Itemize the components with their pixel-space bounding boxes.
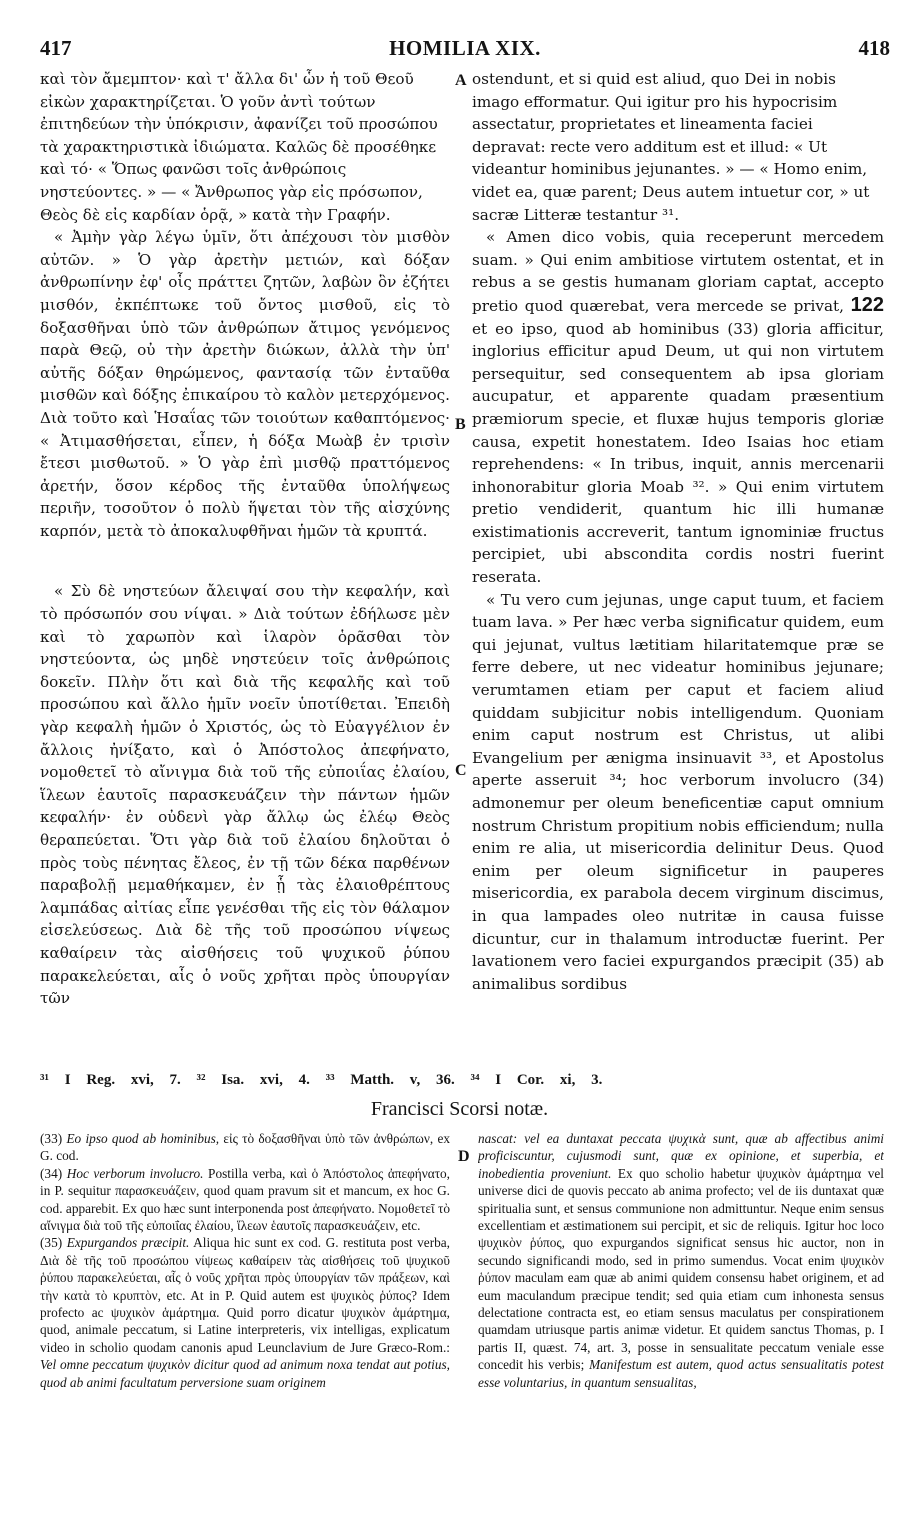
latin-paragraph-2a: « Amen dico vobis, quia receperunt mercedem suam. » Qui enim ambitiose virtutem ostentat, et in rebus a se gestis humanam gloriam captat, accepto pretio quod quærebat, vera mercede se privat, [472, 228, 884, 315]
latin-column [472, 68, 884, 995]
original-page-marker: 122 [850, 293, 884, 316]
note-quotation: nascat: vel ea duntaxat peccata ψυχικὰ sunt, quæ ab affectibus animi proficiscuntur, cujusmodi sunt, quæ ex opinione, et superbia, et inobedientia proveniunt. [478, 1131, 884, 1181]
page-number-right: 418 [858, 36, 890, 60]
latin-paragraph-1: ostendunt, et si quid est aliud, quo Dei in nobis imago efformatur. Qui igitur pro his hypocrisim assectatur, proprietates et lineamenta faciei depravat: recte vero additum est et illud: « Ut videantur hominibus jejunantes. » — « Homo enim, videt ea, quæ parent; Deus autem intuetur cor, » ut sacræ Litteræ testantur ³¹. [472, 70, 870, 224]
note-quotation: Vel omne peccatum ψυχικὸν dicitur quod ad animum noxa tendat aut potius, quod ab animi facultatum perversione suam originem [40, 1357, 450, 1390]
margin-marker-d: D [458, 1148, 470, 1165]
note-number: (33) [40, 1131, 63, 1146]
greek-paragraph-3: « Σὺ δὲ νηστεύων ἄλειψαί σου τὴν κεφαλήν, καὶ τὸ πρόσωπόν σου νίψαι. » Διὰ τούτων ἐδήλωσε μὲν καὶ τὸ χαρωπὸν καὶ ἱλαρὸν ὁρᾶσθαι τὸν νηστεύοντα, ὡς μηδὲ νηστεύειν τοῖς ἀνθρώποις δοκεῖν. Πλὴν ὅτι καὶ διὰ τῆς κεφαλῆς καὶ τοῦ προσώπου καὶ ἄλλο ἡμῖν νοεῖν ὑποτίθεται. Ἐπειδὴ γὰρ κεφαλὴ ἡμῶν ὁ Χριστός, ὡς τὸ Εὐαγγέλιον ἐν ἄλλοις ἠνίξατο, καὶ ὁ Ἀπόστολος ἀπεφήνατο, νομοθετεῖ τὸ αἴνιγμα διὰ τοῦ τῆς εὐποιΐας ἐλαίου, ἵλεων ἑαυτοῖς παρασκευάζειν τὴν πάντων ἡμῶν κεφαλήν· ἐν οὐδενὶ γὰρ ἄλλῳ ὡς ἐλέῳ Θεὸς θεραπεύεται. Ὅτι γὰρ διὰ τοῦ ἐλαίου δηλοῦται ὁ πρὸς τοὺς πένητας ἔλεος, ἐν τῇ τῶν δέκα παρθένων παραβολῇ μεμαθήκαμεν, ἐν ᾗ τὰς ἐλαιοθρέπτους λαμπάδας αἰτίας εἶπε γενέσθαι τῆς εἰς τὸν θάλαμον εἰσελεύσεως. Διὰ δὲ τῆς τοῦ προσώπου νίψεως καθαίρειν τὰς αἰσθήσεις τοῦ ψυχικοῦ ῥύπου παρακελεύεται, αἷς ὁ νοῦς χρῆται πρὸς ὑπουργίαν τῶν [40, 582, 450, 1008]
latin-paragraph-2b: et eo ipso, quod ab hominibus (33) gloria afficitur, inglorius efficitur apud Deum, ut qui non virtutem persequitur, sed consequentem ab ipsa gloriam aucupatur, et apparente quadam præsentium præmiorum specie, et fluxæ hujus temporis gloriæ causa, expetit honestatem. Ideo Isaias hoc etiam reprehendens: « In tribus, inquit, annis mercenarii inhonorabitur gloria Moab ³². » Qui enim virtutem pretio vendiderit, quantum hic illi humanæ existimationis accreverit, tantum ignominiæ fructus percipiet, ubi abscondita cordis nostri fuerint reserata. [472, 319, 884, 587]
note-33 [40, 1130, 450, 1165]
note-lemma: Eo ipso quod ab hominibus, [66, 1131, 220, 1146]
page-number-left: 417 [40, 36, 72, 60]
greek-paragraph-2: « Ἀμὴν γὰρ λέγω ὑμῖν, ὅτι ἀπέχουσι τὸν μισθὸν αὐτῶν. » Ὁ γὰρ ἀρετὴν μετιών, καὶ δόξαν ἀνθρωπίνην ἐφ' οἷς πράττει ζητῶν, λαβὼν ὃν ἐζήτει μισθόν, ἐκπέπτωκε τοῦ ὄντος μισθοῦ, εἰς τὸ δοξασθῆναι ὑπὸ τῶν ἀνθρώπων ἄτιμος γενόμενος παρὰ Θεῷ, οὐ τὴν ἀρετὴν διώκων, ἀλλὰ τὴν ὑπ' αὐτῆς δόξαν θηρώμενος, φαντασίᾳ τῶν ἐνταῦθα μισθῶν καὶ δόξης ἐπικαίρου τὸ καλὸν μετερχόμενος. Διὰ τοῦτο καὶ Ἡσαΐας τῶν τοιούτων καθαπτόμενος· « Ἀτιμασθήσεται, εἶπεν, ἡ δόξα Μωὰβ ἐν τρισὶν ἔτεσι μισθωτοῦ. » Ὁ γὰρ ἐπὶ μισθῷ πραττόμενος ἀρετήν, ὅσον κέρδος τῆς ἐνταῦθα ὑπολήψεως περιῆν, τοσοῦτον ὁ πολὺ ἥψεται τὸν τῆς αἰσχύνης καρπόν, μετὰ τὸ ἀποκαλυφθῆναι ἡμῶν τὰ κρυπτά. [40, 228, 450, 540]
notes-title: Francisci Scorsi notæ. [370, 1098, 549, 1120]
note-number: (34) [40, 1165, 63, 1181]
note-34 [40, 1165, 450, 1235]
margin-marker-c: C [455, 762, 467, 779]
note-text: Postilla verba, καὶ ὁ Ἀπόστολος ἀπεφήνατο, in P. sequitur παρασκευάζειν, quod quam pravum sit et mancum, ex hoc G. cod. apparebit. Ex quo hæc sunt interponenda post ἀπεφήνατο. Νομοθετεῖ τὸ αἴνιγμα διὰ τοῦ τῆς εὐποιΐας ἐλαίου, ἵλεων ἑαυτοῖς παρασκευάζειν, etc. [40, 1165, 450, 1234]
margin-marker-a: A [455, 72, 467, 89]
scripture-footnotes: ³¹ I Reg. xvi, 7. ³² Isa. xvi, 4. ³³ Matth. v, 36. ³⁴ I Cor. xi, 3. [40, 1072, 603, 1088]
notes-right-column [478, 1130, 884, 1391]
paragraph-gap [40, 542, 450, 580]
note-35-continued [478, 1130, 884, 1391]
note-text: Ex quo scholio habetur ψυχικὸν ἁμάρτημα vel universe dici de quovis peccato ab anima profecto; vel de iis duntaxat quæ spiritualia sunt, et sensus communione non admittuntur. Neque enim sensus excellentiam et æstimationem sui percipit, et sic de reliquis. Igitur hoc loco ψυχικὸν ῥύπος, quo expurgandos significat sensus hic auctor, non in secundo significandi modo, sed in primo sumendus. Vocat enim ψυχικὸν ῥύπον maculam eam quæ ab animi quidem consensu habet originem, et ad eum maculandum præcipue tendit; sed quia etiam cum inhonesta sensus delectatione contracta est, eo etiam sensus maculatus per conspirationem quamdam utriusque partis animæ videtur. Et quidem sanctus Thomas, p. I partis II, quæst. 74, art. 3, posse in sensualitate peccatum veniale esse concedit his verbis; [478, 1165, 884, 1373]
notes-left-column [40, 1130, 450, 1391]
note-lemma: Expurgandos præcipit. [66, 1235, 190, 1251]
margin-marker-b: B [455, 416, 466, 433]
page-header [40, 36, 890, 62]
latin-paragraph-2 [472, 226, 884, 589]
latin-paragraph-3: « Tu vero cum jejunas, unge caput tuum, et faciem tuam lava. » Per hæc verba significatur quidem, eum qui jejunat, vultus lætitiam hilaritatemque præ se ferre debere, ut nec videatur hominibus jejunare; verumtamen etiam per caput et faciem aliud quiddam subjicitur nobis intelligendum. Quoniam enim caput nostrum est Christus, ut alibi Evangelium per ænigma insinuavit ³³, et Apostolus aperte asseruit ³⁴; hoc verborum involucro (34) admonemur per oleum beneficentiæ caput omnium nostrum Christum propitium nobis efficiendum; nulla enim re alia, ut misericordia delinitur Deus. Quod enim per oleum significetur in pauperes misericordia, ex parabola decem virginum discimus, in qua lampades oleo nutritæ in causa fuisse dicuntur, cur in thalamum introductæ fuerint. Per lavationem vero faciei expurgandos præcipit (35) ab animalibus sordibus [472, 590, 884, 993]
note-lemma: Hoc verborum involucro. [66, 1165, 204, 1181]
note-text: εἰς τὸ δοξασθῆναι ὑπὸ τῶν ἀνθρώπων, ex G. cod. [40, 1131, 450, 1164]
note-text: Aliqua hic sunt ex cod. G. restituta post verba, Διὰ δὲ τῆς τοῦ προσώπου νίψεως καθαίρειν τὰς αἰσθήσεις τοῦ ψυχικοῦ ῥύπου παρακελεύεται, αἷς ὁ νοῦς χρῆται πρὸς ὑπουργίαν τῶν πράξεων, καὶ τὴν κατὰ τὸ κρυπτὸν, etc. At in P. Quid autem est ψυχικὸς ῥύπος? Idem profecto ac ψυχικὸν ἁμάρτημα. Quid porro dicatur ψυχικὸν ἁμάρτημα, quod, animale peccatum, si Latine interpreteris, vix intelligas, explicatum video in scholio quodam canonis apud Leunclavium de Jure Græco-Rom.: [40, 1235, 450, 1355]
note-quotation: Manifestum est autem, quod actus sensualitatis potest esse voluntarius, in quantum sensualitas, [478, 1357, 884, 1390]
greek-column [40, 68, 450, 1010]
note-35 [40, 1234, 450, 1391]
note-number: (35) [40, 1235, 63, 1251]
greek-paragraph-1: καὶ τὸν ἄμεμπτον· καὶ τ' ἄλλα δι' ὧν ἡ τοῦ Θεοῦ εἰκὼν χαρακτηρίζεται. Ὁ γοῦν ἀντὶ τούτων ἐπιτηδεύων τὴν ὑπόκρισιν, ἀφανίζει τοῦ προσώπου τὰ χαρακτηριστικὰ ἰδιώματα. Καλῶς δὲ προσέθηκε καὶ τό· « Ὅπως φανῶσι τοῖς ἀνθρώποις νηστεύοντες. » — « Ἄνθρωπος γὰρ εἰς πρόσωπον, Θεὸς δὲ εἰς καρδίαν ὁρᾷ, » κατὰ τὴν Γραφήν. [40, 70, 438, 224]
running-title: HOMILIA XIX. [389, 36, 541, 60]
